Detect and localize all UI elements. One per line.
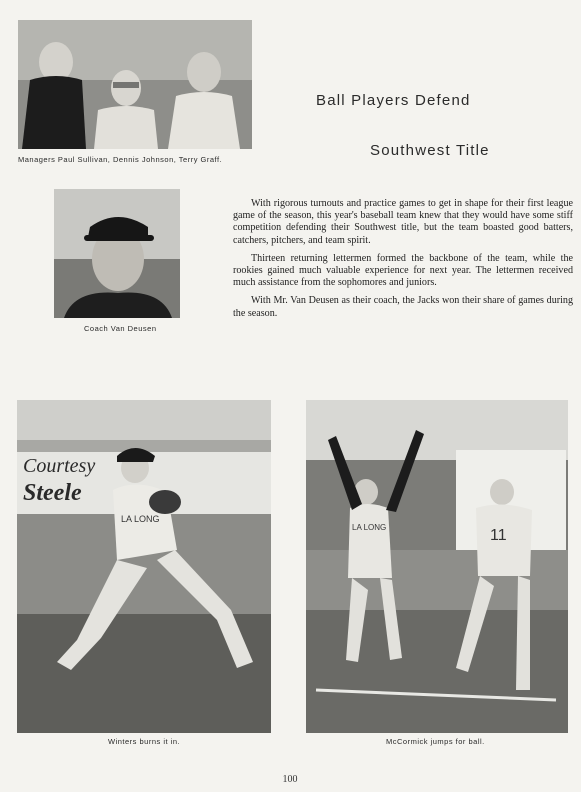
managers-photo (18, 20, 252, 149)
jump-jersey-number: 11 (490, 527, 507, 544)
sign-text-steele: Steele (23, 480, 82, 506)
sign-text-courtesy: Courtesy (23, 455, 96, 477)
pitcher-caption: Winters burns it in. (108, 737, 181, 746)
article-paragraph: With rigorous turnouts and practice games to get in shape for their first league game of the season, this year's baseball team knew that they would have some stiff competition defending their Southwest title, but the team boasted good batters, catchers, pitchers, and team spirit. (233, 198, 573, 246)
coach-photo-drawing (54, 189, 180, 318)
jump-photo-drawing (306, 400, 568, 733)
article-paragraph: With Mr. Van Deusen as their coach, the Jacks won their share of games during the season. (233, 295, 573, 319)
jump-jersey-front: LA LONG (352, 523, 387, 532)
article-body (233, 198, 573, 326)
headline-line-1: Ball Players Defend (316, 92, 471, 109)
managers-caption: Managers Paul Sullivan, Dennis Johnson, Terry Graff. (18, 155, 223, 164)
managers-photo-drawing (18, 20, 252, 149)
page-number: 100 (282, 774, 298, 785)
jump-caption: McCormick jumps for ball. (386, 737, 485, 746)
coach-photo (54, 189, 180, 318)
coach-caption: Coach Van Deusen (84, 324, 157, 333)
pitcher-photo-drawing (17, 400, 271, 733)
jump-photo (306, 400, 568, 733)
pitcher-jersey-text: LA LONG (121, 514, 160, 524)
headline-line-2: Southwest Title (370, 142, 490, 159)
article-paragraph: Thirteen returning lettermen formed the backbone of the team, while the rookies gained much valuable experience for next year. The lettermen received much assistance from the sophomores and juniors. (233, 252, 573, 289)
pitcher-photo (17, 400, 271, 733)
